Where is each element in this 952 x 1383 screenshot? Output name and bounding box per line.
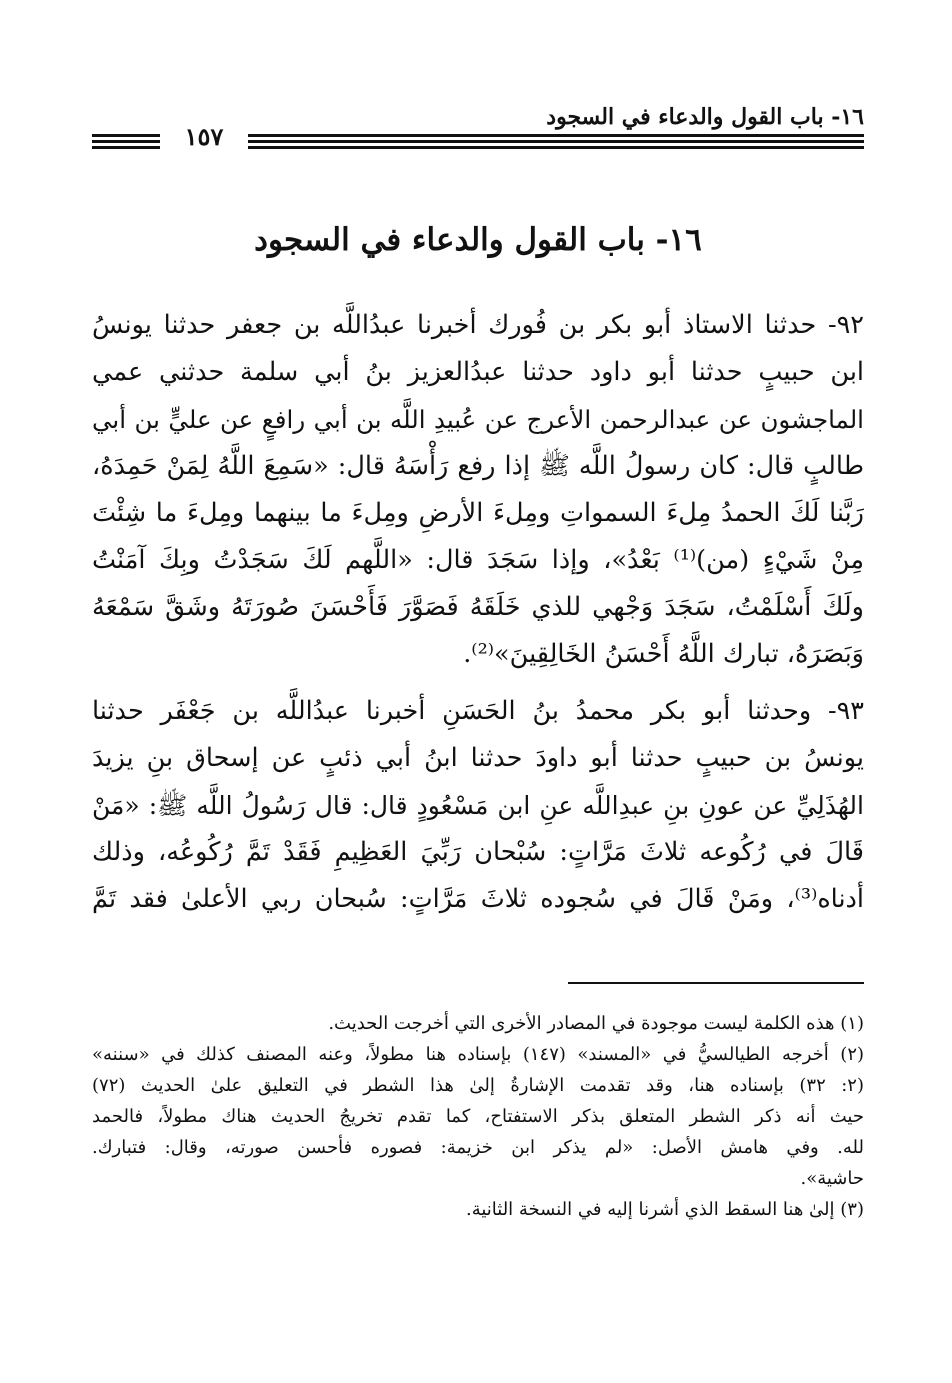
text-line: الهُذَلِيِّ عن عونِ بنِ عبدِاللَّه عنِ ابن مَسْعُودٍ قال: قال رَسُولُ اللَّه ﷺ: «مَنْ [92,791,864,820]
hadith-paragraph-92 [92,302,864,678]
header-rule [92,146,160,149]
footnote-separator [568,982,864,984]
text-line: أدناه⁽³⁾، ومَنْ قَالَ في سُجوده ثلاثَ مَرَّاتٍ: سُبحان ربي الأعلىٰ فقد تَمَّ [92,884,864,914]
text-line: رَبَّنا لَكَ الحمدُ مِلءَ السمواتِ ومِلءَ الأرضِ ومِلءَ ما بينهما ومِلءَ ما شِئْتَ [92,498,864,528]
text-line: يونسُ بن حبيبٍ حدثنا أبو داودَ حدثنا ابنُ أبي ذئبٍ عن إسحاق بنِ يزيدَ [92,743,864,773]
footnote-line: حيث أنه ذكر الشطر المتعلق بذكر الاستفتاح، كما تقدم تخريجُ الحديث هناك مطولاً، فالحمد [92,1106,864,1127]
header-rule [248,140,864,143]
header-rule [92,140,160,143]
text-line: وَبَصَرَهُ، تبارك اللَّهُ أَحْسَنُ الخَالِقِينَ»⁽²⁾. [463,639,864,669]
text-line: ولَكَ أَسْلَمْتُ، سَجَدَ وَجْهي للذي خَلَقَهُ فَصَوَّرَ فَأَحْسَنَ صُورَتَهُ وشَقَّ سَمْعَهُ [92,592,864,622]
text-line: قَالَ في رُكُوعه ثلاثَ مَرَّاتٍ: سُبْحان رَبِّيَ العَظِيمِ فَقَدْ تَمَّ رُكُوعُه، وذلك [92,837,864,867]
text-line: طالبٍ قال: كان رسولُ اللَّه ﷺ إذا رفع رَأْسَهُ قال: «سَمِعَ اللَّهُ لِمَنْ حَمِدَهُ، [92,451,864,481]
footnote-line: (٢) أخرجه الطيالسيُّ في «المسند» (١٤٧) بإسناده هنا مطولاً، وعنه المصنف كذلك في «سننه» [92,1044,865,1065]
header-rule [92,134,160,137]
text-line: ٩٢- حدثنا الاستاذ أبو بكر بن فُورك أخبرنا عبدُاللَّه بن جعفر حدثنا يونسُ [92,310,864,340]
header-rule [248,134,864,137]
page-number: ١٥٧ [184,122,224,151]
footnote-3 [92,1194,864,1225]
chapter-title: ١٦- باب القول والدعاء في السجود [254,222,702,258]
running-header-title: ١٦- باب القول والدعاء في السجود [546,104,864,130]
text-line: الماجشون عن عبدالرحمن الأعرج عن عُبيدِ اللَّه بن أبي رافعٍ عن عليٍّ بن أبي [92,405,864,434]
header-rule [248,146,864,149]
text-line: ابن حبيبٍ حدثنا أبو داود حدثنا عبدُالعزيز بنُ أبي سلمة حدثني عمي [92,357,864,387]
footnotes [92,1008,864,1225]
hadith-paragraph-93 [92,688,864,923]
footnote-line: لله. وفي هامش الأصل: «لم يذكر ابن خزيمة: فصوره فأحسن صورته، وقال: فتبارك. [92,1137,864,1158]
footnote-line: (٣) إلىٰ هنا السقط الذي أشرنا إليه في النسخة الثانية. [465,1199,864,1220]
footnote-1 [92,1008,864,1039]
text-line: مِنْ شَيْءٍ (من)⁽¹⁾ بَعْدُ»، وإذا سَجَدَ قال: «اللَّهم لَكَ سَجَدْتُ وبِكَ آمَنْتُ [92,545,864,575]
footnote-line: (١) هذه الكلمة ليست موجودة في المصادر الأخرى التي أخرجت الحديث. [328,1013,864,1034]
footnote-line: حاشية». [800,1168,864,1189]
footnote-line: (٢: ٣٢) بإسناده هنا، وقد تقدمت الإشارةُ إلىٰ هذا الشطر في التعليق علىٰ الحديث (٧٢) [92,1075,864,1096]
main-text [92,302,864,933]
footnote-2 [92,1039,864,1194]
text-line: ٩٣- وحدثنا أبو بكر محمدُ بنُ الحَسَنِ أخبرنا عبدُاللَّه بن جَعْفَر حدثنا [92,696,864,726]
